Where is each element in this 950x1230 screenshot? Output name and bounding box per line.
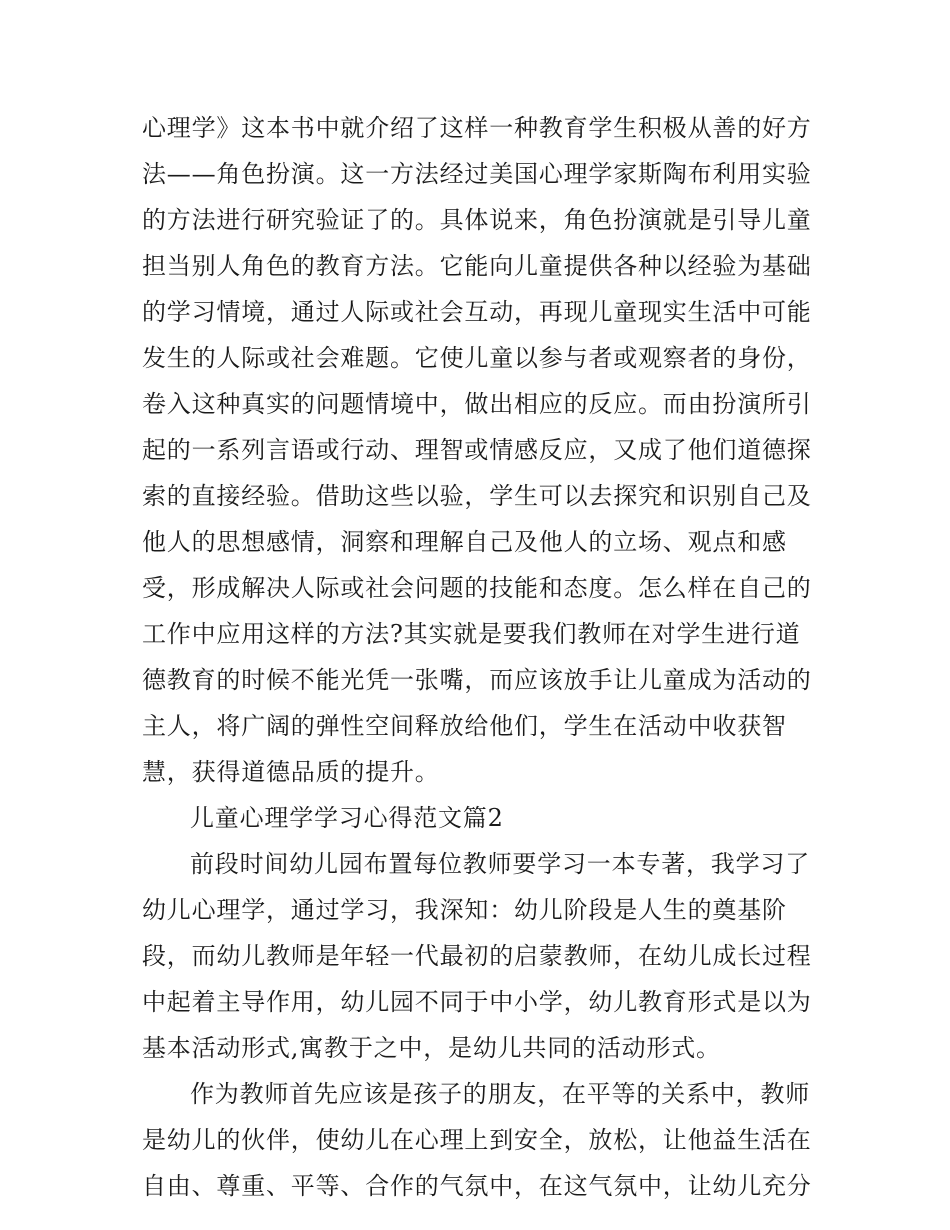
text-line: 工作中应用这样的方法?其实就是要我们教师在对学生进行道 <box>142 620 801 648</box>
text-line: 作为教师首先应该是孩子的朋友，在平等的关系中，教师 <box>190 1080 810 1108</box>
text-line: 前段时间幼儿园布置每位教师要学习一本专著，我学习了 <box>190 850 810 878</box>
text-line: 主人，将广阔的弹性空间释放给他们，学生在活动中收获智 <box>142 712 787 740</box>
text-line: 基本活动形式,寓教于之中，是幼儿共同的活动形式。 <box>142 1034 721 1062</box>
text-line: 自由、尊重、平等、合作的气氛中，在这气氛中，让幼儿充分 <box>142 1172 812 1200</box>
text-line: 索的直接经验。借助这些以验，学生可以去探究和识别自己及 <box>142 482 812 510</box>
text-line: 中起着主导作用，幼儿园不同于中小学，幼儿教育形式是以为 <box>142 988 812 1016</box>
text-line: 担当别人角色的教育方法。它能向儿童提供各种以经验为基础 <box>142 252 812 280</box>
text-line: 是幼儿的伙伴，使幼儿在心理上到安全，放松，让他益生活在 <box>142 1126 812 1154</box>
text-line: 发生的人际或社会难题。它使儿童以参与者或观察者的身份， <box>142 344 812 372</box>
paragraph-2 <box>142 841 822 1071</box>
document-body <box>142 105 822 1209</box>
text-line: 的方法进行研究验证了的。具体说来，角色扮演就是引导儿童 <box>142 206 812 234</box>
text-line: 段，而幼儿教师是年轻一代最初的启蒙教师，在幼儿成长过程 <box>142 942 812 970</box>
paragraph-3 <box>142 1071 822 1209</box>
text-line: 心理学》这本书中就介绍了这样一种教育学生积极从善的好方 <box>142 114 812 142</box>
text-line: 慧，获得道德品质的提升。 <box>142 758 440 786</box>
text-line: 幼儿心理学，通过学习，我深知：幼儿阶段是人生的奠基阶 <box>142 896 787 924</box>
text-line: 他人的思想感情，洞察和理解自己及他人的立场、观点和感 <box>142 528 787 556</box>
text-line: 的学习情境，通过人际或社会互动，再现儿童现实生活中可能 <box>142 298 812 326</box>
paragraph-1 <box>142 105 822 795</box>
text-line: 德教育的时候不能光凭一张嘴，而应该放手让儿童成为活动的 <box>142 666 812 694</box>
text-line: 受，形成解决人际或社会问题的技能和态度。怎么样在自己的 <box>142 574 812 602</box>
section-heading: 儿童心理学学习心得范文篇2 <box>190 804 504 832</box>
text-line: 卷入这种真实的问题情境中，做出相应的反应。而由扮演所引 <box>142 390 812 418</box>
text-line: 法——角色扮演。这一方法经过美国心理学家斯陶布利用实验 <box>142 160 812 188</box>
text-line: 起的一系列言语或行动、理智或情感反应，又成了他们道德探 <box>142 436 812 464</box>
